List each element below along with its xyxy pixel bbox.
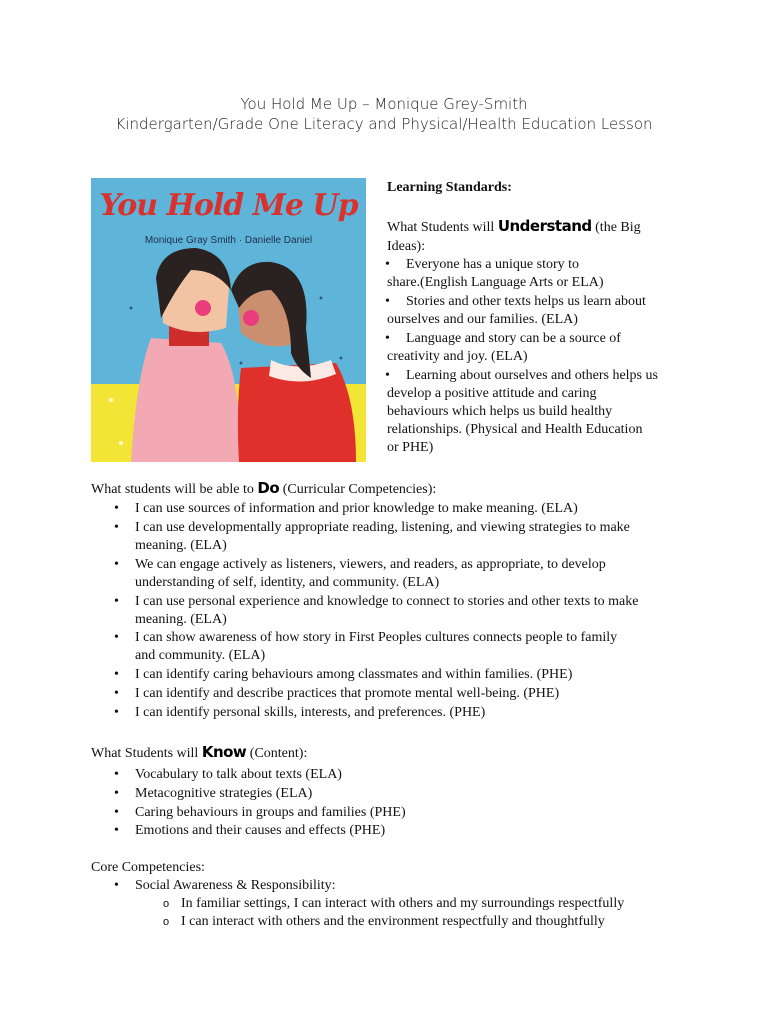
list-item: • I can identify caring behaviours among classmates and within families. (PHE) bbox=[114, 667, 573, 682]
core-competencies-heading: Core Competencies: bbox=[91, 860, 205, 875]
cover-authors: Monique Gray Smith · Danielle Daniel bbox=[144, 235, 313, 246]
list-item: • We can engage actively as listeners, viewers, and readers, as appropriate, to develop understanding of self, identity, and community. (ELA) bbox=[114, 557, 606, 590]
learning-standards-heading: Learning Standards: bbox=[387, 180, 512, 195]
book-cover-image bbox=[91, 178, 366, 462]
list-item: • Caring behaviours in groups and families (PHE) bbox=[114, 805, 406, 820]
sub-list-item: o I can interact with others and the environment respectfully and thoughtfully bbox=[163, 914, 605, 929]
cover-title: You Hold Me Up bbox=[99, 188, 358, 223]
list-item: • Social Awareness & Responsibility: bbox=[114, 878, 336, 893]
understand-heading: What Students will Understand (the Big bbox=[387, 217, 641, 235]
list-item: • Stories and other texts helps us learn about bbox=[385, 294, 646, 309]
know-heading: What Students will Know (Content): bbox=[91, 743, 308, 761]
sub-list-item: o In familiar settings, I can interact with others and my surroundings respectfully bbox=[163, 896, 625, 911]
list-item: • Learning about ourselves and others helps us bbox=[385, 368, 658, 383]
list-item: • Everyone has a unique story to bbox=[385, 257, 580, 272]
list-item: • I can identify personal skills, interests, and preferences. (PHE) bbox=[114, 705, 486, 720]
understand-heading-cont: Ideas): bbox=[387, 239, 426, 254]
do-heading: What students will be able to Do (Curricular Competencies): bbox=[91, 479, 437, 497]
list-item: • Emotions and their causes and effects (PHE) bbox=[114, 823, 386, 838]
know-emphasis: Know bbox=[201, 743, 247, 761]
list-item: • Metacognitive strategies (ELA) bbox=[114, 786, 313, 801]
list-item: • Vocabulary to talk about texts (ELA) bbox=[114, 767, 342, 782]
list-item: • I can show awareness of how story in First Peoples cultures connects people to family and community. (ELA) bbox=[114, 630, 618, 663]
do-emphasis: Do bbox=[257, 479, 280, 497]
list-item: • I can use personal experience and knowledge to connect to stories and other texts to make meaning. (ELA) bbox=[114, 594, 639, 627]
list-item: • Language and story can be a source of bbox=[385, 331, 621, 346]
document-title: You Hold Me Up – Monique Grey-Smith bbox=[240, 95, 528, 113]
list-item: • I can use developmentally appropriate reading, listening, and viewing strategies to make meaning. (ELA) bbox=[114, 520, 630, 553]
list-item: • I can use sources of information and prior knowledge to make meaning. (ELA) bbox=[114, 501, 578, 516]
list-item: • I can identify and describe practices that promote mental well-being. (PHE) bbox=[114, 686, 560, 701]
understand-emphasis: Understand bbox=[497, 217, 592, 235]
document-subtitle: Kindergarten/Grade One Literacy and Physical/Health Education Lesson bbox=[115, 115, 653, 133]
